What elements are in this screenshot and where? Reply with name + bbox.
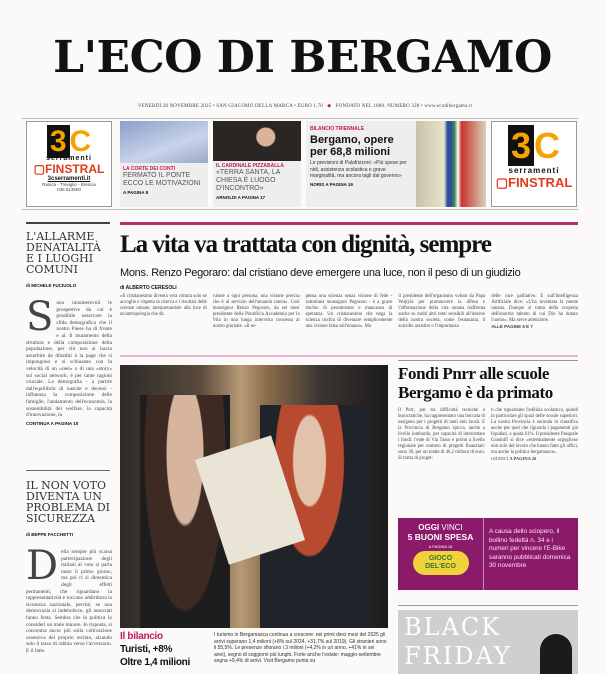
lead-headline[interactable]: La vita va trattata con dignità, sempre <box>120 231 491 258</box>
teaser-page: ARNOLDI A PAGINA 17 <box>216 195 266 200</box>
dropcap: D <box>26 543 59 589</box>
model-photo <box>540 634 572 674</box>
dateline <box>70 103 540 109</box>
teaser-ponte[interactable] <box>120 121 208 207</box>
lead-col: il presidente dell'organismo voluto da Papa Wojtyla per promuovere la difesa e l'affermazione della vita umana riafferma anche su molti altri temi sensibili all'interno della nostra società, come l'eutanasia, il suicidio assistito o l'importanza <box>398 294 486 329</box>
black-friday-text: BLACK FRIDAY <box>404 613 512 670</box>
divider <box>398 605 578 606</box>
pnrr-story <box>398 364 578 462</box>
lead-page[interactable]: ALLE PAGINE 6 E 7 <box>491 324 533 329</box>
promo-oggi: OGGI <box>418 523 440 532</box>
teaser-title: «TERRA SANTA, LA CHIESA È LUOGO D'INCONTRO» <box>216 169 281 192</box>
pnrr-author: GIUDICI <box>491 456 509 461</box>
pnrr-page[interactable]: A PAGINA 26 <box>509 456 537 461</box>
lead-subhead: Mons. Renzo Pegoraro: dal cristiano deve emergere una luce, non il peso di un giudizio <box>120 267 521 279</box>
ad-locations: Ranica - Treviglio - Brescia <box>42 182 96 187</box>
promo-vinci: VINCI <box>441 523 463 532</box>
lead-byline: di ALBERTO CERESOLI <box>120 285 177 291</box>
promo-page: A PAGINA 18 <box>428 544 453 549</box>
black-friday-ad[interactable] <box>398 610 578 674</box>
ad-phone: 035 513800 <box>57 187 81 192</box>
ad-3c-right[interactable] <box>491 121 577 207</box>
pnrr-col: Il Pnrr, pur tra difficoltà tecniche e burocratiche, ha rappresentato una boccata di ossigeno per i progetti di tanti enti locali. E la Provincia di Bergamo spicca, anche a livello lombardo, per capacità di intercettare i fondi: l'ente di Via Tasso è primo a livello regionale per numero di progetti finanziati: sono 38, per un totale di 46,2 milioni di euro. Si tratta di proget- <box>398 408 485 461</box>
dropcap: S <box>26 294 54 340</box>
lead-body <box>120 294 578 330</box>
teaser-title: FERMATO IL PONTE ECCO LE MOTIVAZIONI <box>123 172 201 187</box>
teaser-bilancio[interactable] <box>306 121 486 207</box>
founded-text: FONDATO NEL 1880. NUMERO 328 • www.ecodibergamo.it <box>335 104 473 109</box>
lead-col: pensa una scienza senza visione di fede - sottolinea monsignor Pegoraro - è a grave rischio di pessimismo e mancanza di speranza. Un cristianesimo che nega la scienza rischia di diventare semplicemente una visione falsa sull'umano». Ma <box>305 294 393 329</box>
photo-title: Turisti, +8% <box>120 644 173 655</box>
logo-mark-icon: ◆ <box>327 104 332 109</box>
ad-brand: serramenti <box>46 155 92 162</box>
photo-story-heading[interactable] <box>120 631 212 669</box>
ad-brand: serramenti <box>508 166 560 175</box>
pnrr-headline[interactable]: Fondi Pnrr alle scuole Bergamo è da primato <box>398 364 553 402</box>
lead-story <box>120 230 578 330</box>
divider <box>26 222 110 224</box>
lead-col: «Il cristianesimo diventa vera cultura solo se accoglie e rispetta la ricerca e i risultati delle scienze umane, interpretandole alla luce di un'antropologia che dà <box>120 294 207 317</box>
lead-col: delle cure palliative. E sull'Intelligenza Artificiale dice: «L'ha inventata la mente umana. Dunque si tratta della scoperta dell'enorme talento di cui Dio ha dotato l'uomo». Ma serve attenzione. <box>491 294 578 323</box>
ad-3c-left[interactable] <box>26 121 112 207</box>
teaser-page: A PAGINA 8 <box>123 190 149 195</box>
opinion-byline: di MICHELE FUCIUOLO <box>26 283 77 288</box>
ad-partner: ▢FINSTRAL <box>33 162 105 176</box>
pnrr-col: ti che riguardano l'edilizia scolastica, quindi in particolare gli spazi delle scuole superiori. La nostra Provincia è seconda in classifica anche per quel che riguarda i pagamenti già liquidati, a quota 61%. Il presidente Pasquale Gandolfi si dice «estremamente orgoglioso non solo del lavoro che hanno fatto gli uffici, ma anche la politica bergamasca». <box>491 408 578 455</box>
teaser-text: Le previsioni di Palafrizzoni: «Più spese per nidi, assistenza scolastica e grave marginalità, ma ancora tagli dal governo» <box>310 160 407 179</box>
opinion-text: ono innumerevoli le prospettive da cui è possibile osservare la sfida demografica che il nostro Paese ha di fronte e al. Il mutamento della struttura e della composizione della popolazione, per chi non si lascia assorbire da dibattiti à la page che si impongono e si schiusano con la velocità di un «reel» o di una «story» sui social network, è per tante ragioni cruciale. La demografia - a partire dall'equilibrio di nascite e decessi - influenza la composizione delle famiglie, l'andamento dell'economia, la sostenibilità del welfare, la capacità d'innovazione, la <box>26 300 112 419</box>
masthead-title: L'ECO DI BERGAMO <box>53 32 552 83</box>
divider <box>120 355 578 357</box>
ad-partner: ▢FINSTRAL <box>495 175 573 190</box>
opinion-title: L'ALLARME DENATALITÀ E I LUOGHI COMUNI <box>26 230 101 276</box>
ad-logo: 3C <box>508 126 560 166</box>
promo-gioco[interactable] <box>398 518 578 590</box>
tourists-photo <box>120 365 388 628</box>
photo-title: Oltre 1,4 milioni <box>120 657 190 668</box>
promo-text: A causa dello sciopero, il bollino fedeltà n. 34 e i numeri per vincere l'E-Bike saranno pubblicati domenica 30 novembre <box>489 528 571 569</box>
photo-kicker: Il bilancio <box>120 631 163 642</box>
teaser-kicker: BILANCIO TRIENNALE <box>310 126 365 132</box>
teaser-page: NORIS A PAGINA 19 <box>310 181 353 187</box>
photo-story-text: I turismo in Bergamasca continua a crescere: nei primi dieci mesi del 2025 gli arrivi superano 1,4 milioni (+8% sul 2024, +31,7% sul 2019). Gli stranieri sono il 55,5%. Le presenze sfiorano i 3 milioni (+4,2% in un anno, +41% in sei anni), segno di soggiorni più lunghi. Forte anche l'estate: maggio-settembre segna +9,4% di arrivi. Visit Bergamo punta su <box>214 632 387 664</box>
lead-rule <box>120 222 578 225</box>
opinion-denatalita[interactable] <box>26 231 112 426</box>
ad-site[interactable]: 3cserramenti.it <box>47 176 91 182</box>
gioco-logo: GIOCO DEL'ECO <box>413 551 469 575</box>
teaser-kicker: LA CORTE DEI CONTI <box>123 166 176 172</box>
teaser-pizzaballa[interactable] <box>213 121 301 207</box>
bridge-photo <box>120 121 208 163</box>
ad-logo: 3 C <box>47 126 91 158</box>
flags-photo <box>416 121 486 207</box>
opinion-byline: di BEPPE FACCHETTI <box>26 532 74 537</box>
promo-buoni: 5 BUONI SPESA <box>407 532 474 542</box>
teaser-title: Bergamo, opere per 68,8 milioni <box>310 134 394 158</box>
lead-col: valore a ogni persona, una visione precisa che è al servizio dell'umanità intera». Così monsignor Renzo Pegoraro, da sei mesi presidente della Pontificia Accademia per la Vita in una lunga intervista concessa al nostro giornale. «Il se- <box>212 294 300 329</box>
date-text: VENERDÌ 28 NOVEMBRE 2025 • SAN GIACOMO DELLA MARCA • EURO 1,70 <box>137 104 323 109</box>
continue-link[interactable]: CONTINUA A PAGINA 10 <box>26 420 79 426</box>
cardinal-photo <box>213 121 301 161</box>
opinion-text: ella sempre più scarsa partecipazione degli italiani al voto si parla tanto il primo giorno, ma poi ci si dimentica degli effetti permanenti, che riguardano la rappresentatività e toccano addirittura la sicurezza nazionale, perché, se una democrazia si indebolisce, gli autocrati fanno festa. Sembra che la politica lo consideri un male minore. In risposta, si concentra ancor più sulla coltivazione ossessiva del proprio recinto, alzando solo il tasso di rabbia verso l'avversario. E il fatto <box>26 549 112 654</box>
pnrr-body <box>398 408 578 462</box>
teaser-kicker: IL CARDINALE PIZZABALLA <box>216 163 284 169</box>
divider <box>26 470 110 471</box>
opinion-non-voto[interactable] <box>26 480 112 655</box>
opinion-title: IL NON VOTO DIVENTA UN PROBLEMA DI SICUREZZA <box>26 479 110 525</box>
divider <box>398 360 578 361</box>
